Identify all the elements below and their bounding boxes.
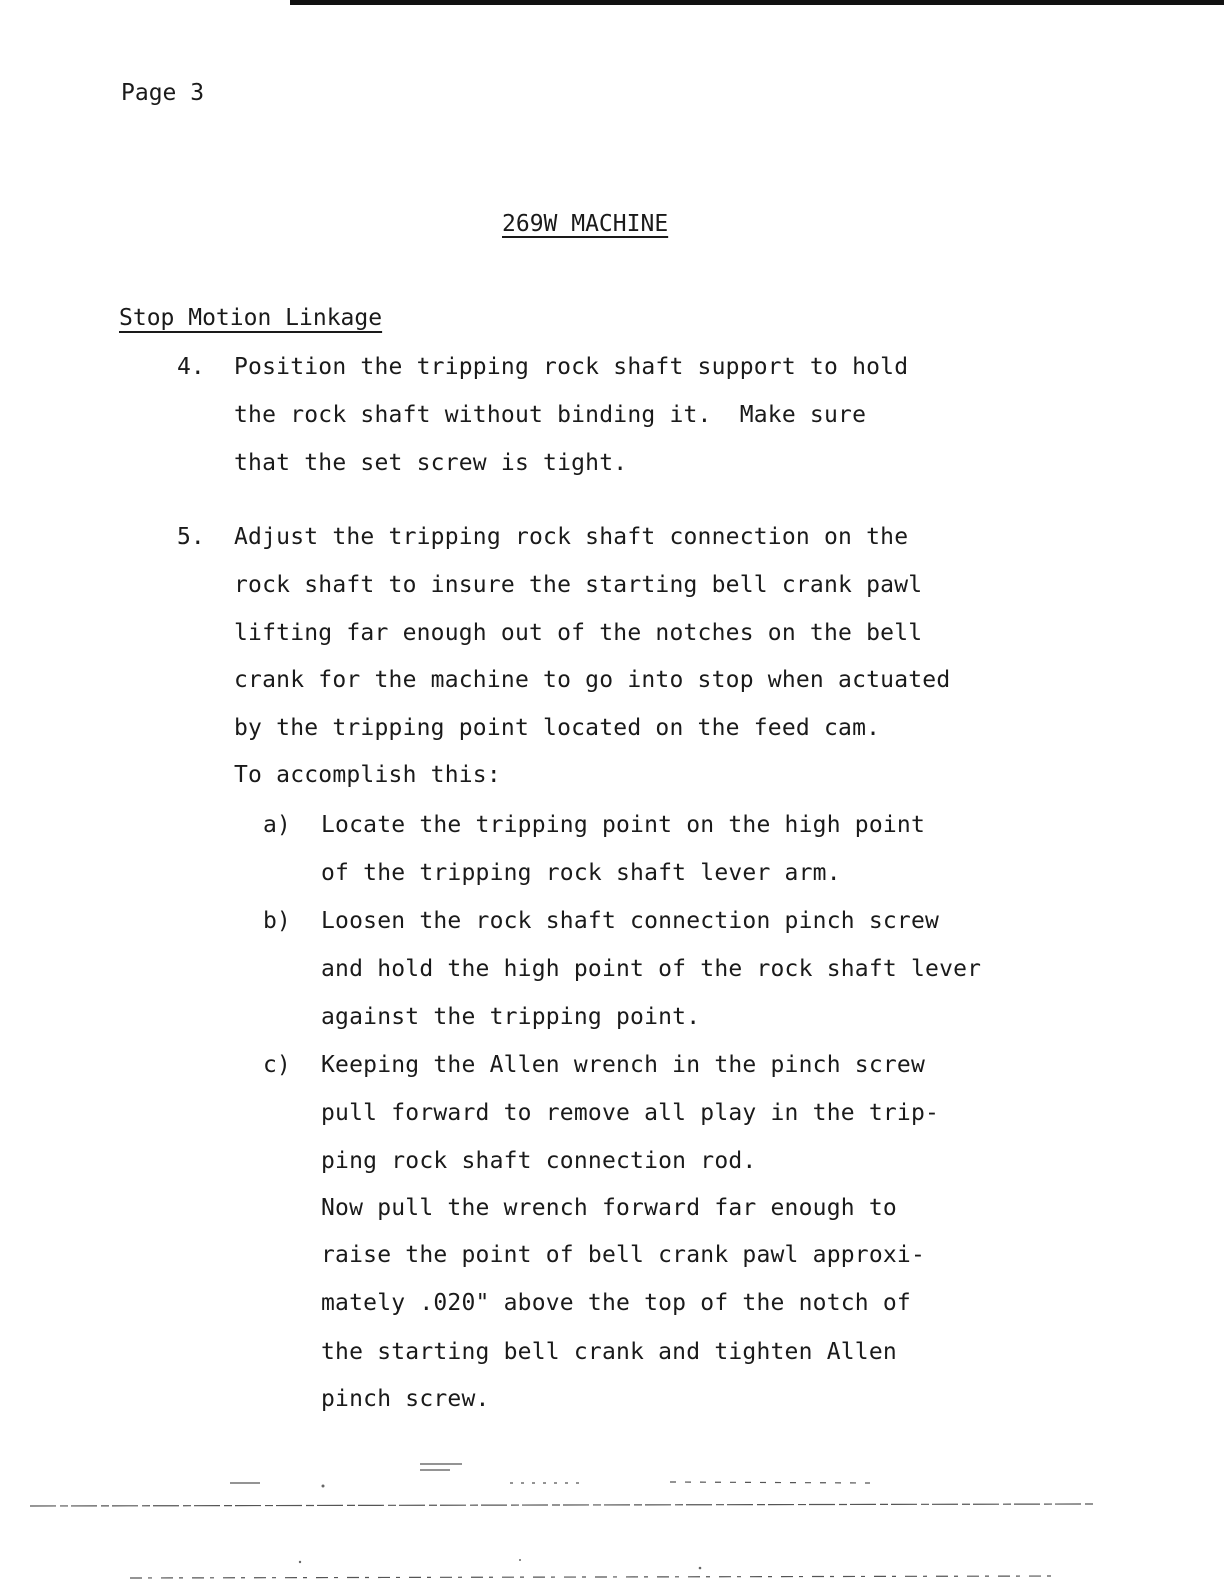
paragraph-line: Keeping the Allen wrench in the pinch screw [321, 1052, 926, 1078]
document-title: 269W MACHINE [502, 211, 669, 237]
paragraph-line: Loosen the rock shaft connection pinch screw [321, 908, 940, 934]
paragraph-line: rock shaft to insure the starting bell crank pawl [234, 572, 923, 598]
paragraph-line: of the tripping rock shaft lever arm. [321, 860, 841, 886]
paragraph-line: pinch screw. [321, 1386, 490, 1412]
paragraph-line: against the tripping point. [321, 1004, 701, 1030]
paragraph-line: that the set screw is tight. [234, 450, 628, 476]
sub-item-label: a) [263, 812, 291, 838]
item-number: 5. [177, 524, 205, 550]
paragraph-line: crank for the machine to go into stop when actuated [234, 667, 951, 693]
paragraph-line: pull forward to remove all play in the trip- [321, 1100, 940, 1126]
paragraph-line: Locate the tripping point on the high point [321, 812, 926, 838]
paragraph-line: the starting bell crank and tighten Allen [321, 1339, 897, 1365]
paragraph-line: mately .020" above the top of the notch of [321, 1290, 911, 1316]
paragraph-line: Now pull the wrench forward far enough to [321, 1195, 897, 1221]
item-number: 4. [177, 354, 205, 380]
paragraph-line: raise the point of bell crank pawl approxi- [321, 1242, 926, 1268]
section-heading: Stop Motion Linkage [119, 305, 383, 331]
paragraph-line: Position the tripping rock shaft support to hold [234, 354, 909, 380]
sub-item-label: c) [263, 1052, 291, 1078]
paragraph-line: lifting far enough out of the notches on the bell [234, 620, 923, 646]
top-scan-border [290, 0, 1224, 5]
paragraph-line: by the tripping point located on the feed cam. [234, 715, 881, 741]
paragraph-line: and hold the high point of the rock shaft lever [321, 956, 982, 982]
paragraph-line: Adjust the tripping rock shaft connection on the [234, 524, 909, 550]
page-number: Page 3 [121, 80, 205, 106]
sub-item-label: b) [263, 908, 291, 934]
paragraph-line: ping rock shaft connection rod. [321, 1148, 757, 1174]
paragraph-line: To accomplish this: [234, 762, 501, 788]
paragraph-line: the rock shaft without binding it. Make sure [234, 402, 867, 428]
scan-noise-artifacts [0, 1450, 1224, 1584]
